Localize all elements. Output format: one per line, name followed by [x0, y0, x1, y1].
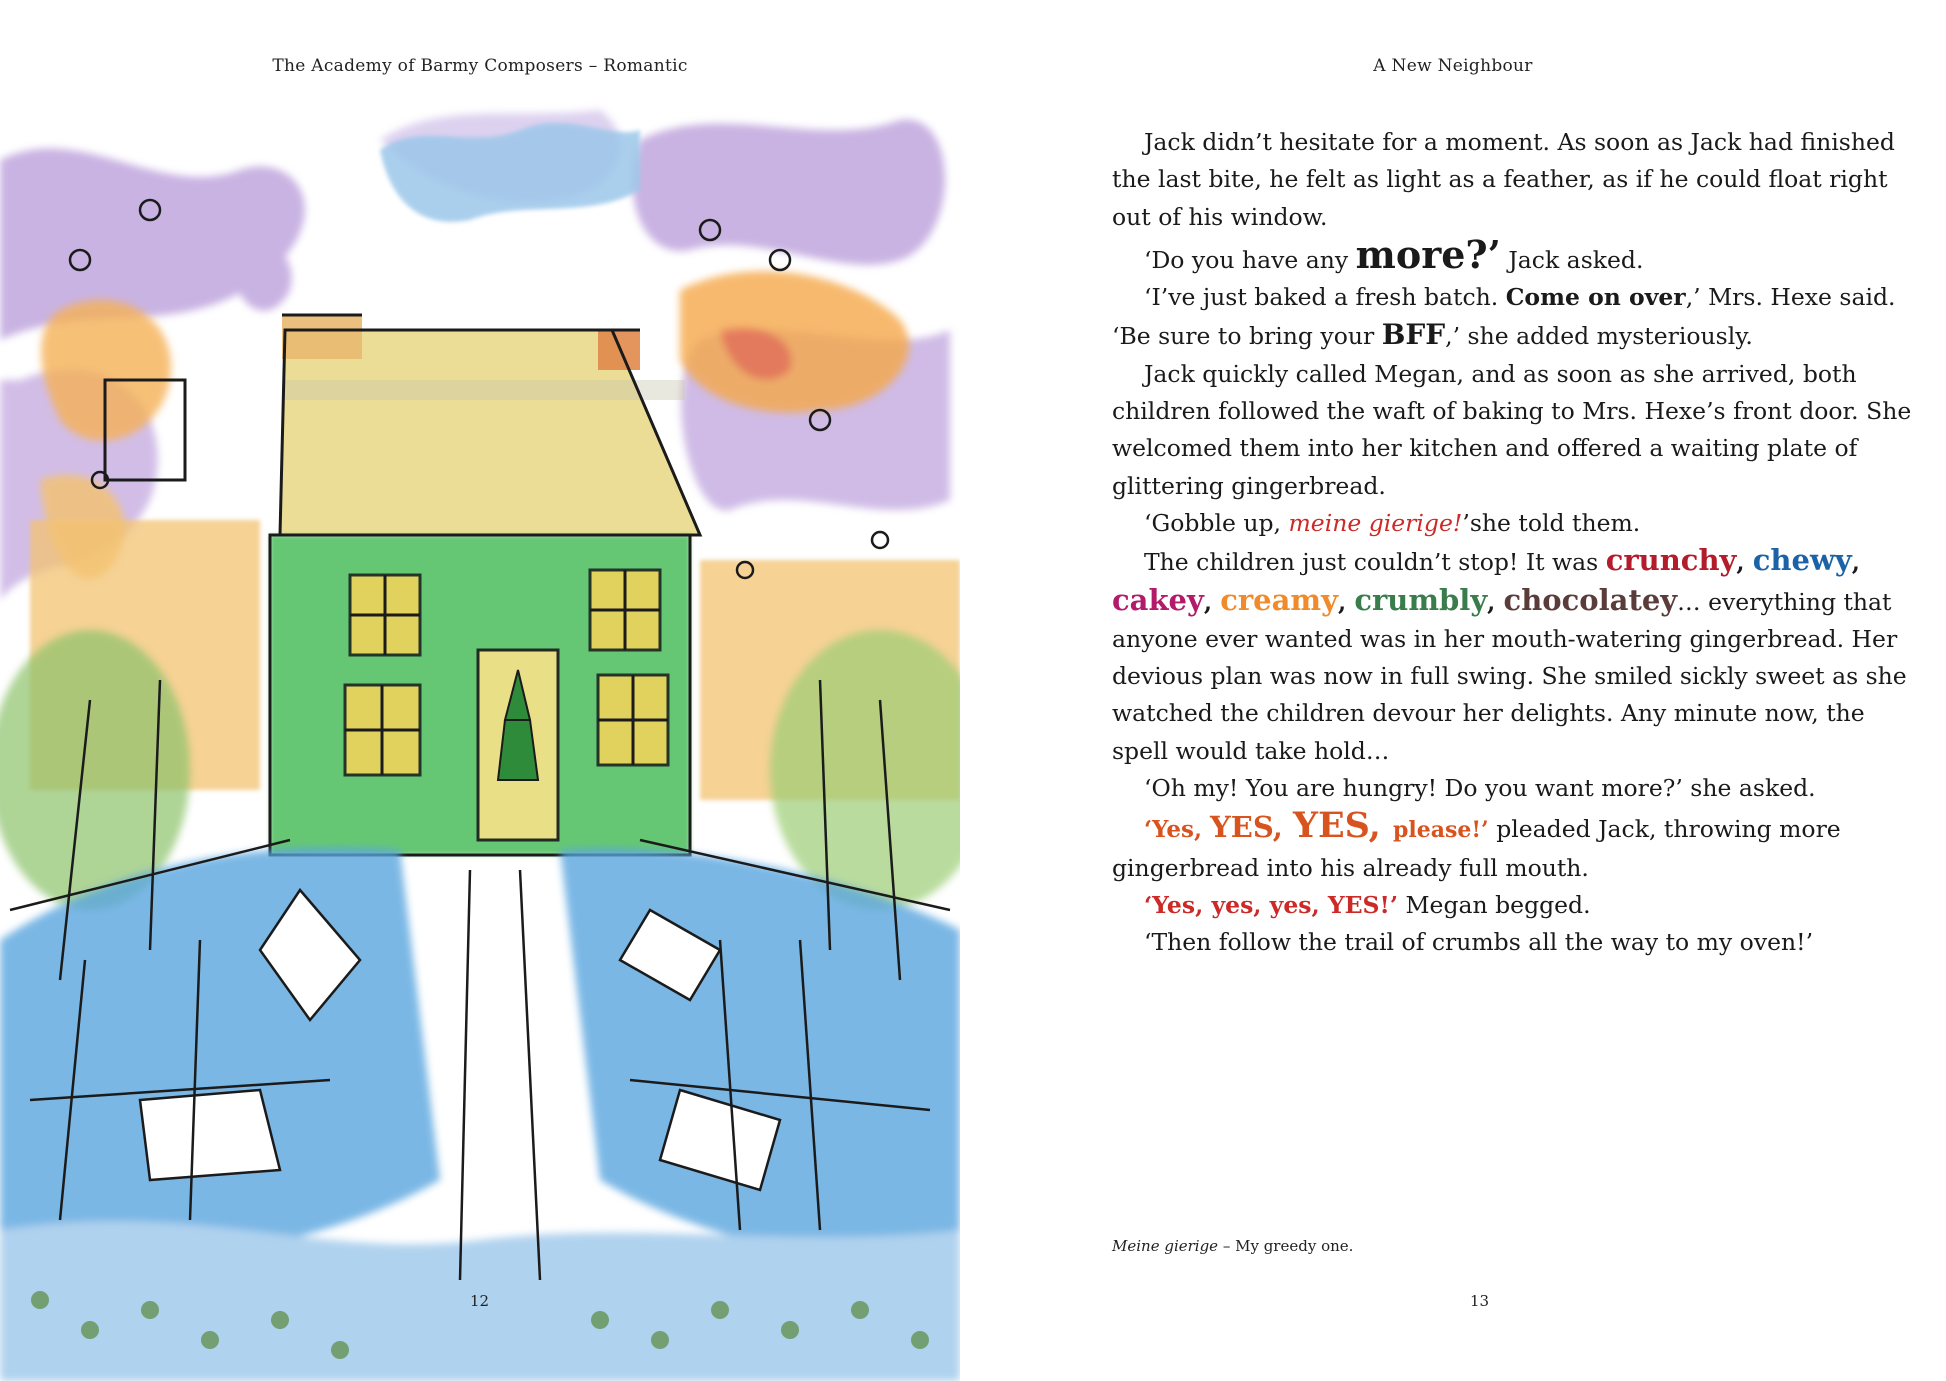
- paragraph-5-part-c: ’she told them.: [1462, 508, 1641, 537]
- paragraph-3-part-a: ‘I’ve just baked a fresh batch.: [1144, 283, 1506, 312]
- right-page-number: 13: [1470, 1292, 1490, 1310]
- yes-small: ‘Yes,: [1144, 816, 1211, 844]
- paragraph-6: The children just couldn’t stop! It was crunchy, chewy, cakey, creamy, crumbly, chocolatey… everything that anyone ever wanted was in her mouth-watering gingerbread. Her devious plan was now in full swing. She smiled sickly sweet as she watched the children devour her delights. Any minute now, the spell would take hold…: [1112, 543, 1907, 765]
- paragraph-3-part-c: ,’ Mrs. Hexe said. ‘Be sure to bring your: [1112, 283, 1896, 351]
- paragraph-9: [1112, 887, 1912, 924]
- right-page: [960, 0, 1946, 1381]
- paragraph-7: ‘Oh my! You are hungry! Do you want more?’ she asked.: [1144, 774, 1816, 803]
- paragraph-2-part-a: ‘Do you have any: [1144, 245, 1356, 274]
- paragraph-9-part-b: Megan begged.: [1398, 890, 1591, 919]
- word-crunchy: crunchy: [1605, 543, 1737, 578]
- left-page: [0, 0, 960, 1381]
- emphasis-come-on-over: Come on over: [1505, 283, 1686, 312]
- left-running-head: The Academy of Barmy Composers – Romantic: [272, 56, 688, 76]
- word-creamy: creamy: [1220, 582, 1338, 617]
- paragraph-2-part-c: Jack asked.: [1500, 245, 1644, 274]
- paragraph-8-part-e: pleaded Jack, throwing more gingerbread into his already full mouth.: [1112, 815, 1841, 882]
- yes-large: YES,: [1292, 805, 1394, 847]
- ellipsis: …: [1677, 587, 1701, 616]
- paragraph-5: [1112, 505, 1912, 542]
- word-chewy: chewy: [1752, 543, 1852, 578]
- paragraph-1: Jack didn’t hesitate for a moment. As soon as Jack had finished the last bite, he felt as light as a feather, as if he could float right out of his window.: [1112, 128, 1895, 231]
- footnote-term: Meine gierige: [1112, 1237, 1219, 1255]
- paragraph-2: [1112, 231, 1912, 279]
- emphasis-megan-yes: ‘Yes, yes, yes, YES!’: [1144, 890, 1399, 919]
- please-word: please!’: [1393, 817, 1489, 844]
- word-cakey: cakey: [1112, 582, 1204, 617]
- left-page-number: 12: [470, 1292, 490, 1310]
- paragraph-5-part-a: ‘Gobble up,: [1144, 508, 1289, 537]
- footnote-definition: – My greedy one.: [1218, 1237, 1354, 1255]
- paragraph-8: [1112, 807, 1912, 887]
- word-chocolatey: chocolatey: [1503, 582, 1678, 617]
- paragraph-6-rest: everything that anyone ever wanted was in her mouth-watering gingerbread. Her devious plan was now in full swing. She smiled sickly sweet as she watched the children devour her delights. Any minute now, the spell would take hold…: [1112, 587, 1907, 765]
- paragraph-3-part-e: ,’ she added mysteriously.: [1445, 322, 1753, 351]
- paragraph-3: [1112, 279, 1912, 356]
- paragraph-6-part-a: The children just couldn’t stop! It was: [1144, 548, 1606, 577]
- emphasis-bff: BFF: [1381, 318, 1446, 352]
- watercolour-house-illustration: [0, 80, 960, 1381]
- emphasis-more: more?’: [1355, 231, 1501, 277]
- word-crumbly: crumbly: [1354, 582, 1488, 617]
- right-running-head: A New Neighbour: [1373, 56, 1533, 76]
- paragraph-4: Jack quickly called Megan, and as soon as she arrived, both children followed the waft of baking to Mrs. Hexe’s front door. She welcomed them into her kitchen and offered a waiting plate of glittering gingerbread.: [1112, 359, 1912, 500]
- yes-medium: YES,: [1210, 810, 1293, 845]
- story-text: [1112, 124, 1912, 962]
- footnote: [1112, 1237, 1353, 1255]
- emphasis-meine-gierige: meine gierige!: [1288, 508, 1463, 537]
- paragraph-10: ‘Then follow the trail of crumbs all the way to my oven!’: [1144, 928, 1814, 957]
